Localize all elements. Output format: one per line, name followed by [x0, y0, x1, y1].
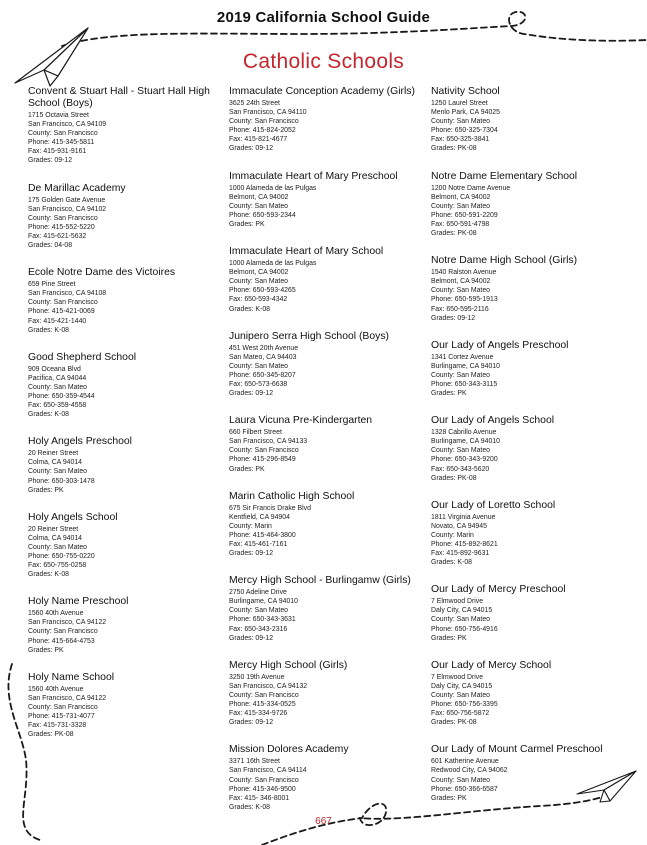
school-detail-line: Grades: K-08 — [229, 803, 270, 811]
school-detail-line: Grades: 09-12 — [431, 314, 476, 322]
school-detail-line: 1341 Cortez Avenue — [431, 353, 494, 361]
school-detail-line: Phone: 650-366-6587 — [431, 785, 498, 793]
school-detail-line: Grades: PK-08 — [28, 731, 74, 739]
school-detail-line: Fax: 650-756-5872 — [431, 710, 490, 718]
school-detail-line: County: San Francisco — [229, 691, 299, 699]
school-entry — [431, 86, 626, 154]
school-detail-line: County: San Francisco — [229, 776, 299, 784]
school-detail-line: Fax: 650-359-4558 — [28, 402, 87, 410]
school-detail-line: 3250 19th Avenue — [229, 673, 285, 681]
school-name: Immaculate Conception Academy (Girls) — [229, 86, 415, 97]
school-detail-line: Burlingame, CA 94010 — [431, 362, 500, 370]
school-detail-line: Phone: 415-421-0069 — [28, 308, 95, 316]
school-entry — [28, 183, 223, 251]
school-entry — [229, 744, 424, 812]
school-detail-line: Colma, CA 94014 — [28, 534, 83, 542]
school-entry — [28, 672, 223, 740]
school-detail-line: Burlingame, CA 94010 — [431, 438, 500, 446]
school-detail-line: County: San Mateo — [28, 543, 87, 551]
school-column-3 — [431, 86, 626, 820]
school-detail-line: County: San Mateo — [28, 383, 87, 391]
school-column-1 — [28, 86, 223, 756]
school-name: Our Lady of Mount Carmel Preschool — [431, 744, 603, 756]
school-detail-line: Phone: 650-756-4916 — [431, 625, 498, 633]
school-entry — [28, 512, 223, 580]
school-detail-line: Fax: 415-892-9631 — [431, 550, 490, 558]
school-entry — [229, 660, 424, 728]
school-name: Junipero Serra High School (Boys) — [229, 330, 389, 342]
school-name: Immaculate Heart of Mary Preschool — [229, 170, 398, 182]
school-detail-line: Grades: 04-08 — [28, 242, 73, 250]
school-detail-line: County: San Francisco — [28, 703, 98, 711]
school-entry — [229, 86, 424, 154]
school-detail-line: County: San Francisco — [28, 628, 98, 636]
school-detail-line: Grades: PK — [229, 220, 265, 228]
school-detail-line: County: San Mateo — [431, 202, 490, 210]
school-detail-line: Grades: K-08 — [28, 326, 69, 334]
school-detail-line: Fax: 650-343-5620 — [431, 465, 490, 473]
guide-title: 2019 California School Guide — [216, 9, 431, 26]
school-detail-line: Phone: 415-464-3800 — [229, 531, 296, 539]
school-detail-line: Belmont, CA 94002 — [431, 193, 491, 201]
school-name: Immaculate Heart of Mary School — [229, 246, 384, 258]
school-detail-line: Fax: 650-591-4798 — [431, 220, 490, 228]
school-detail-line: Grades: K-08 — [28, 571, 69, 579]
school-detail-line: Novato, CA 94945 — [431, 522, 487, 530]
school-detail-line: Colma, CA 94014 — [28, 459, 83, 467]
school-detail-line: County: San Francisco — [28, 299, 98, 307]
school-detail-line: San Francisco, CA 94122 — [28, 694, 107, 702]
school-detail-line: Phone: 415-552-5220 — [28, 223, 95, 231]
school-detail-line: San Francisco, CA 94102 — [28, 205, 107, 213]
school-detail-line: 1540 Ralston Avenue — [431, 269, 497, 277]
school-detail-line: Belmont, CA 94002 — [229, 193, 289, 201]
school-detail-line: Phone: 650-595-1913 — [431, 296, 498, 304]
school-detail-line: Belmont, CA 94002 — [431, 278, 491, 286]
school-detail-line: Phone: 415-824-2052 — [229, 127, 296, 135]
school-detail-line: Fax: 415-931-9161 — [28, 148, 87, 156]
school-detail-line: Phone: 415-892-8621 — [431, 541, 498, 548]
school-entry — [431, 171, 626, 239]
school-detail-line: Redwood City, CA 94062 — [431, 767, 508, 775]
school-detail-line: County: San Mateo — [431, 287, 490, 295]
school-detail-line: San Francisco, CA 94132 — [229, 682, 308, 690]
school-detail-line: Grades: PK-08 — [431, 230, 477, 238]
school-detail-line: 601 Katherine Avenue — [431, 758, 499, 766]
school-detail-line: Grades: 09-12 — [229, 390, 274, 398]
school-detail-line: Belmont, CA 94002 — [229, 269, 289, 277]
school-detail-line: Phone: 415-296-8549 — [229, 456, 296, 464]
school-detail-line: County: San Francisco — [229, 118, 299, 126]
school-detail-line: 2750 Adeline Drive — [229, 589, 287, 597]
school-detail-line: Phone: 650-756-3395 — [431, 701, 498, 709]
school-detail-line: 659 Pine Street — [28, 281, 76, 289]
section-title: Catholic Schools — [242, 50, 405, 73]
school-detail-line: Fax: 650-325-3841 — [431, 136, 490, 144]
school-entry — [431, 415, 626, 483]
school-detail-line: Grades: K-08 — [229, 305, 270, 313]
school-detail-line: 3371 16th Street — [229, 758, 280, 766]
school-detail-line: 20 Reiner Street — [28, 450, 79, 458]
school-detail-line: Kentfield, CA 94904 — [229, 513, 290, 521]
school-detail-line: 909 Oceana Blvd — [28, 365, 81, 373]
school-detail-line: 675 Sir Francis Drake Blvd — [229, 504, 311, 512]
school-name: Convent & Stuart Hall - Stuart Hall High School (Boys) — [28, 86, 210, 109]
school-detail-line: Fax: 415-461-7161 — [229, 541, 288, 548]
school-detail-line: County: San Mateo — [28, 468, 87, 476]
school-detail-line: Daly City, CA 94015 — [431, 607, 493, 615]
school-detail-line: Grades: PK — [28, 646, 64, 654]
school-name: Nativity School — [431, 86, 500, 97]
school-detail-line: Phone: 650-359-4544 — [28, 392, 95, 400]
school-detail-line: Grades: K-08 — [431, 559, 472, 567]
school-detail-line: Burlingame, CA 94010 — [229, 598, 298, 606]
school-name: Mercy High School - Burlingamw (Girls) — [229, 575, 411, 587]
school-detail-line: Grades: PK — [28, 486, 64, 494]
school-detail-line: 7 Elmwood Drive — [431, 673, 484, 681]
school-detail-line: San Francisco, CA 94110 — [229, 109, 307, 117]
school-entry — [28, 436, 223, 494]
school-detail-line: Fax: 650-595-2116 — [431, 305, 489, 313]
school-detail-line: San Francisco, CA 94108 — [28, 290, 107, 298]
school-detail-line: Grades: PK — [229, 465, 265, 473]
school-detail-line: 7 Elmwood Drive — [431, 598, 484, 606]
school-detail-line: 3625 24th Street — [229, 100, 280, 107]
school-detail-line: Phone: 650-593-4265 — [229, 287, 296, 295]
school-entry — [229, 331, 424, 399]
school-entry — [431, 744, 626, 802]
school-detail-line: Phone: 650-591-2209 — [431, 211, 498, 219]
school-detail-line: County: San Mateo — [229, 278, 288, 286]
school-detail-line: Phone: 650-303-1478 — [28, 477, 95, 485]
school-detail-line: Pacifica, CA 94044 — [28, 374, 87, 382]
school-detail-line: Phone: 415-731-4077 — [28, 713, 95, 721]
page-number: 667 — [315, 816, 332, 827]
school-detail-line: 1250 Laurel Street — [431, 100, 488, 107]
school-detail-line: Grades: PK — [431, 794, 467, 802]
school-name: Our Lady of Loretto School — [431, 499, 556, 511]
school-detail-line: County: San Mateo — [431, 371, 490, 379]
school-name: Holy Angels Preschool — [28, 436, 132, 448]
school-detail-line: County: Marin — [229, 522, 272, 530]
school-entry — [229, 246, 424, 314]
school-detail-line: 20 Reiner Street — [28, 525, 79, 533]
school-detail-line: County: San Francisco — [28, 130, 98, 138]
school-detail-line: Grades: PK-08 — [431, 719, 477, 727]
school-detail-line: 1328 Cabrillo Avenue — [431, 429, 497, 437]
school-name: Our Lady of Angels Preschool — [431, 339, 569, 351]
school-detail-line: Grades: PK-08 — [431, 145, 477, 153]
school-entry — [431, 584, 626, 642]
school-entry — [431, 660, 626, 728]
school-detail-line: Grades: PK-08 — [431, 474, 477, 482]
school-detail-line: Grades: K-08 — [28, 411, 69, 419]
school-detail-line: Fax: 415-731-3328 — [28, 722, 87, 730]
school-name: De Marillac Academy — [28, 182, 126, 194]
school-name: Marin Catholic High School — [229, 490, 355, 502]
school-name: Our Lady of Angels School — [431, 415, 555, 427]
school-detail-line: 1200 Notre Dame Avenue — [431, 184, 511, 192]
school-name: Notre Dame Elementary School — [431, 170, 578, 182]
school-column-2 — [229, 86, 424, 829]
school-detail-line: 1000 Alameda de las Pulgas — [229, 260, 317, 268]
school-detail-line: County: Marin — [431, 531, 474, 539]
school-detail-line: County: San Mateo — [431, 118, 490, 126]
school-entry — [431, 500, 626, 568]
school-detail-line: San Mateo, CA 94403 — [229, 353, 297, 361]
school-entry — [28, 596, 223, 654]
school-detail-line: Grades: PK — [431, 634, 467, 642]
school-detail-line: County: San Mateo — [229, 202, 288, 210]
school-detail-line: 1811 Virginia Avenue — [431, 513, 496, 521]
school-name: Holy Name School — [28, 671, 115, 683]
school-detail-line: Menlo Park, CA 94025 — [431, 109, 500, 117]
school-name: Holy Name Preschool — [28, 596, 129, 608]
school-detail-line: Fax: 650-573-6638 — [229, 380, 288, 388]
school-detail-line: 1560 40th Avenue — [28, 685, 84, 693]
school-detail-line: County: San Mateo — [431, 447, 490, 455]
school-detail-line: Grades: 09-12 — [28, 157, 73, 165]
school-entry — [229, 415, 424, 473]
school-detail-line: Fax: 415-821-4677 — [229, 136, 288, 144]
school-detail-line: Grades: 09-12 — [229, 719, 274, 727]
school-entry — [28, 267, 223, 335]
school-entry — [28, 352, 223, 420]
school-detail-line: Phone: 650-345-8207 — [229, 371, 296, 379]
school-detail-line: Phone: 415-345-5811 — [28, 139, 95, 147]
school-name: Holy Angels School — [28, 511, 118, 523]
school-detail-line: San Francisco, CA 94122 — [28, 619, 107, 627]
school-detail-line: County: San Mateo — [229, 607, 288, 615]
school-name: Mercy High School (Girls) — [229, 659, 348, 671]
school-detail-line: Fax: 415-334-9726 — [229, 710, 288, 718]
school-detail-line: Grades: PK — [431, 390, 467, 398]
school-detail-line: County: San Francisco — [28, 214, 98, 222]
school-name: Ecole Notre Dame des Victoires — [28, 267, 176, 279]
school-entry — [229, 575, 424, 643]
school-detail-line: San Francisco, CA 94109 — [28, 121, 107, 129]
school-name: Mission Dolores Academy — [229, 744, 349, 756]
school-detail-line: County: San Mateo — [431, 616, 490, 624]
school-name: Our Lady of Mercy School — [431, 659, 552, 671]
school-entry — [28, 86, 223, 166]
school-name: Laura Vicuna Pre-Kindergarten — [229, 415, 373, 427]
school-detail-line: County: San Francisco — [229, 447, 299, 455]
school-detail-line: Phone: 650-343-3631 — [229, 616, 296, 624]
school-detail-line: San Francisco, CA 94133 — [229, 438, 308, 446]
school-detail-line: 451 West 20th Avenue — [229, 344, 299, 352]
school-detail-line: 1560 40th Avenue — [28, 610, 84, 618]
school-detail-line: Fax: 415-621-5632 — [28, 232, 87, 240]
school-detail-line: Phone: 650-343-3115 — [431, 380, 498, 388]
school-detail-line: Fax: 650-755-0258 — [28, 562, 87, 570]
school-detail-line: Phone: 415-334-0525 — [229, 701, 296, 709]
school-detail-line: Fax: 415-421-1440 — [28, 317, 87, 325]
school-entry — [431, 340, 626, 398]
school-detail-line: Phone: 650-325-7304 — [431, 127, 498, 135]
school-entry — [229, 491, 424, 559]
school-detail-line: Grades: 09-12 — [229, 634, 274, 642]
school-detail-line: Grades: 09-12 — [229, 550, 274, 558]
school-detail-line: 660 Filbert Street — [229, 429, 282, 437]
school-detail-line: Fax: 415- 346-8001 — [229, 794, 290, 802]
school-entry — [229, 171, 424, 229]
school-detail-line: Phone: 650-343-9200 — [431, 456, 498, 464]
school-entry — [431, 255, 626, 323]
school-detail-line: County: San Mateo — [431, 776, 490, 784]
school-name: Our Lady of Mercy Preschool — [431, 584, 566, 596]
school-detail-line: Phone: 650-593-2344 — [229, 211, 296, 219]
school-detail-line: County: San Mateo — [229, 362, 288, 370]
school-detail-line: County: San Mateo — [431, 691, 490, 699]
school-detail-line: Daly City, CA 94015 — [431, 682, 493, 690]
school-detail-line: 175 Golden Gate Avenue — [28, 196, 106, 204]
school-name: Good Shepherd School — [28, 351, 137, 363]
school-detail-line: Fax: 650-593-4342 — [229, 296, 288, 304]
school-detail-line: San Francisco, CA 94114 — [229, 767, 307, 775]
school-detail-line: 1000 Alameda de las Pulgas — [229, 184, 317, 192]
school-detail-line: 1715 Octavia Street — [28, 112, 89, 119]
school-detail-line: Grades: 09-12 — [229, 145, 274, 153]
school-detail-line: Phone: 415-664-4753 — [28, 637, 95, 645]
school-detail-line: Fax: 650-343-2316 — [229, 625, 288, 633]
school-detail-line: Phone: 415-346-9500 — [229, 785, 296, 793]
school-name: Notre Dame High School (Girls) — [431, 255, 578, 267]
school-detail-line: Phone: 650-755-0220 — [28, 553, 95, 560]
